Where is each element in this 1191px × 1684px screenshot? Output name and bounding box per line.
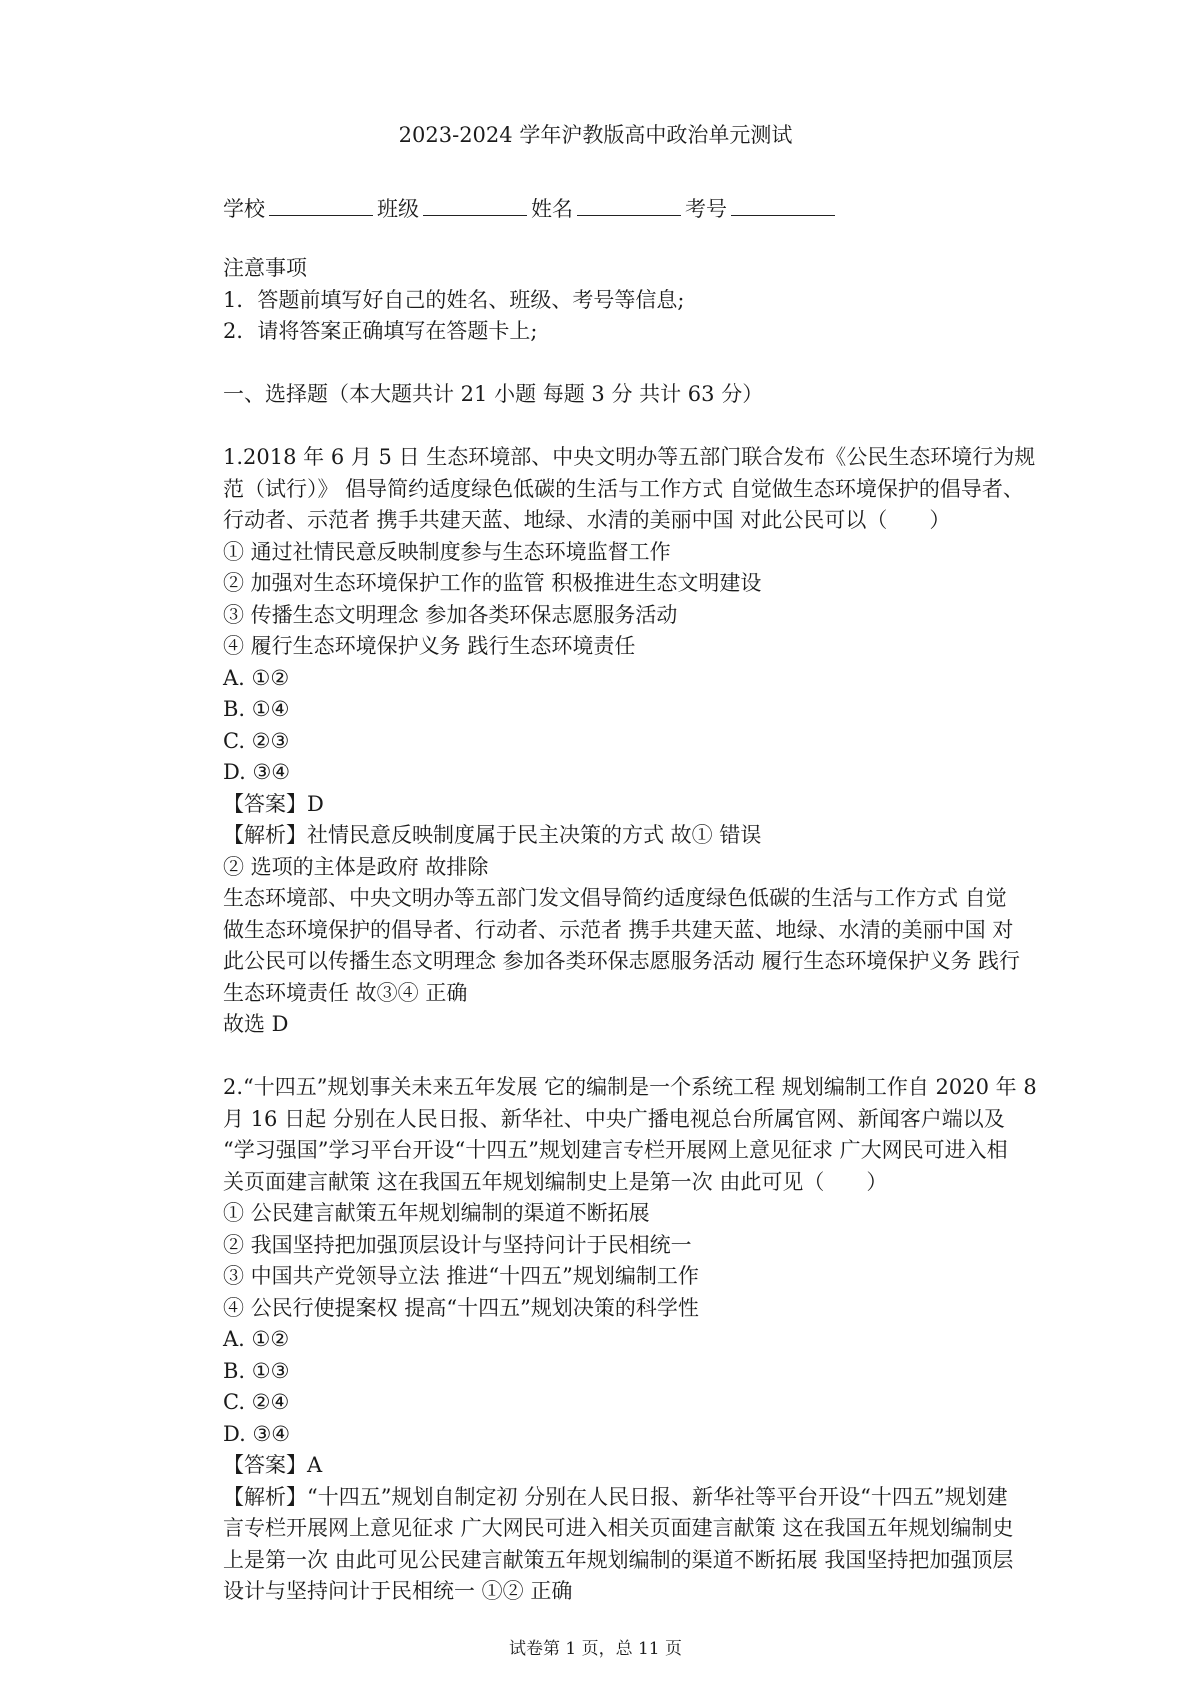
statement-item: ① 公民建言献策五年规划编制的渠道不断拓展	[223, 1201, 650, 1225]
option-b: B. ①③	[223, 1358, 290, 1383]
analysis-line: 生态环境责任 故③④ 正确	[223, 980, 468, 1005]
option-a: A. ①②	[223, 1327, 290, 1351]
name-label: 姓名	[531, 197, 573, 221]
answer-line: 【答案】D	[223, 791, 324, 816]
question-stem-line: 2.“十四五”规划事关未来五年发展 它的编制是一个系统工程 规划编制工作自 2020 年 8	[223, 1075, 1037, 1099]
exam-content	[223, 253, 1037, 1608]
question-2	[223, 1072, 1037, 1608]
name-blank[interactable]	[577, 197, 681, 216]
statement-item: ④ 履行生态环境保护义务 践行生态环境责任	[223, 634, 636, 658]
class-label: 班级	[377, 197, 419, 221]
option-c: C. ②③	[223, 728, 290, 753]
statement-item: ① 通过社情民意反映制度参与生态环境监督工作	[223, 539, 671, 564]
analysis-line: 【解析】社情民意反映制度属于民主决策的方式 故① 错误	[223, 823, 762, 847]
statement-item: ③ 传播生态文明理念 参加各类环保志愿服务活动	[223, 602, 678, 627]
exam-title: 2023-2024 学年沪教版高中政治单元测试	[398, 123, 793, 147]
analysis-line: 生态环境部、中央文明办等五部门发文倡导简约适度绿色低碳的生活与工作方式 自觉	[223, 886, 1007, 910]
analysis-line: 此公民可以传播生态文明理念 参加各类环保志愿服务活动 履行生态环境保护义务 践行	[223, 949, 1021, 973]
statement-item: ② 加强对生态环境保护工作的监管 积极推进生态文明建设	[223, 571, 762, 595]
answer-line: 【答案】A	[223, 1453, 323, 1477]
number-label: 考号	[685, 197, 727, 221]
note-item: 1．答题前填写好自己的姓名、班级、考号等信息;	[223, 287, 685, 312]
option-a: A. ①②	[223, 665, 290, 690]
notes-heading: 注意事项	[223, 256, 307, 280]
analysis-line: 设计与坚持问计于民相统一 ①② 正确	[223, 1579, 573, 1603]
question-stem-line: 月 16 日起 分别在人民日报、新华社、中央广播电视总台所属官网、新闻客户端以及	[223, 1106, 1005, 1131]
analysis-line: 言专栏开展网上意见征求 广大网民可进入相关页面建言献策 这在我国五年规划编制史	[223, 1516, 1014, 1540]
option-d: D. ③④	[223, 1421, 291, 1446]
page-footer: 试卷第 1 页，总 11 页	[508, 1639, 683, 1659]
school-label: 学校	[223, 197, 265, 221]
question-stem-line: 关页面建言献策 这在我国五年规划编制史上是第一次 由此可见（ ）	[223, 1169, 888, 1194]
question-stem-line: 1.2018 年 6 月 5 日 生态环境部、中央文明办等五部门联合发布《公民生态环境行为规	[223, 445, 1036, 469]
question-stem-line: 范（试行）》 倡导简约适度绿色低碳的生活与工作方式 自觉做生态环境保护的倡导者、	[223, 476, 1024, 501]
school-blank[interactable]	[269, 197, 373, 216]
student-info-row	[223, 193, 839, 223]
section-heading: 一、选择题（本大题共计 21 小题 每题 3 分 共计 63 分）	[223, 382, 764, 406]
option-b: B. ①④	[223, 697, 290, 721]
statement-item: ④ 公民行使提案权 提高“十四五”规划决策的科学性	[223, 1295, 699, 1320]
analysis-line: 上是第一次 由此可见公民建言献策五年规划编制的渠道不断拓展 我国坚持把加强顶层	[223, 1547, 1014, 1572]
number-blank[interactable]	[731, 197, 835, 216]
analysis-line: ② 选项的主体是政府 故排除	[223, 854, 489, 879]
option-d: D. ③④	[223, 760, 291, 784]
class-blank[interactable]	[423, 197, 527, 216]
analysis-line: 故选 D	[223, 1012, 289, 1036]
analysis-line: 做生态环境保护的倡导者、行动者、示范者 携手共建天蓝、地绿、水清的美丽中国 对	[223, 917, 1014, 942]
question-1	[223, 442, 1036, 1041]
statement-item: ③ 中国共产党领导立法 推进“十四五”规划编制工作	[223, 1264, 699, 1288]
analysis-line: 【解析】“十四五”规划自制定初 分别在人民日报、新华社等平台开设“十四五”规划建	[223, 1484, 1008, 1509]
note-item: 2．请将答案正确填写在答题卡上;	[223, 319, 538, 343]
statement-item: ② 我国坚持把加强顶层设计与坚持问计于民相统一	[223, 1232, 692, 1257]
option-c: C. ②④	[223, 1390, 290, 1414]
question-stem-line: 行动者、示范者 携手共建天蓝、地绿、水清的美丽中国 对此公民可以（ ）	[223, 508, 951, 532]
question-stem-line: “学习强国”学习平台开设“十四五”规划建言专栏开展网上意见征求 广大网民可进入相	[223, 1138, 1008, 1162]
